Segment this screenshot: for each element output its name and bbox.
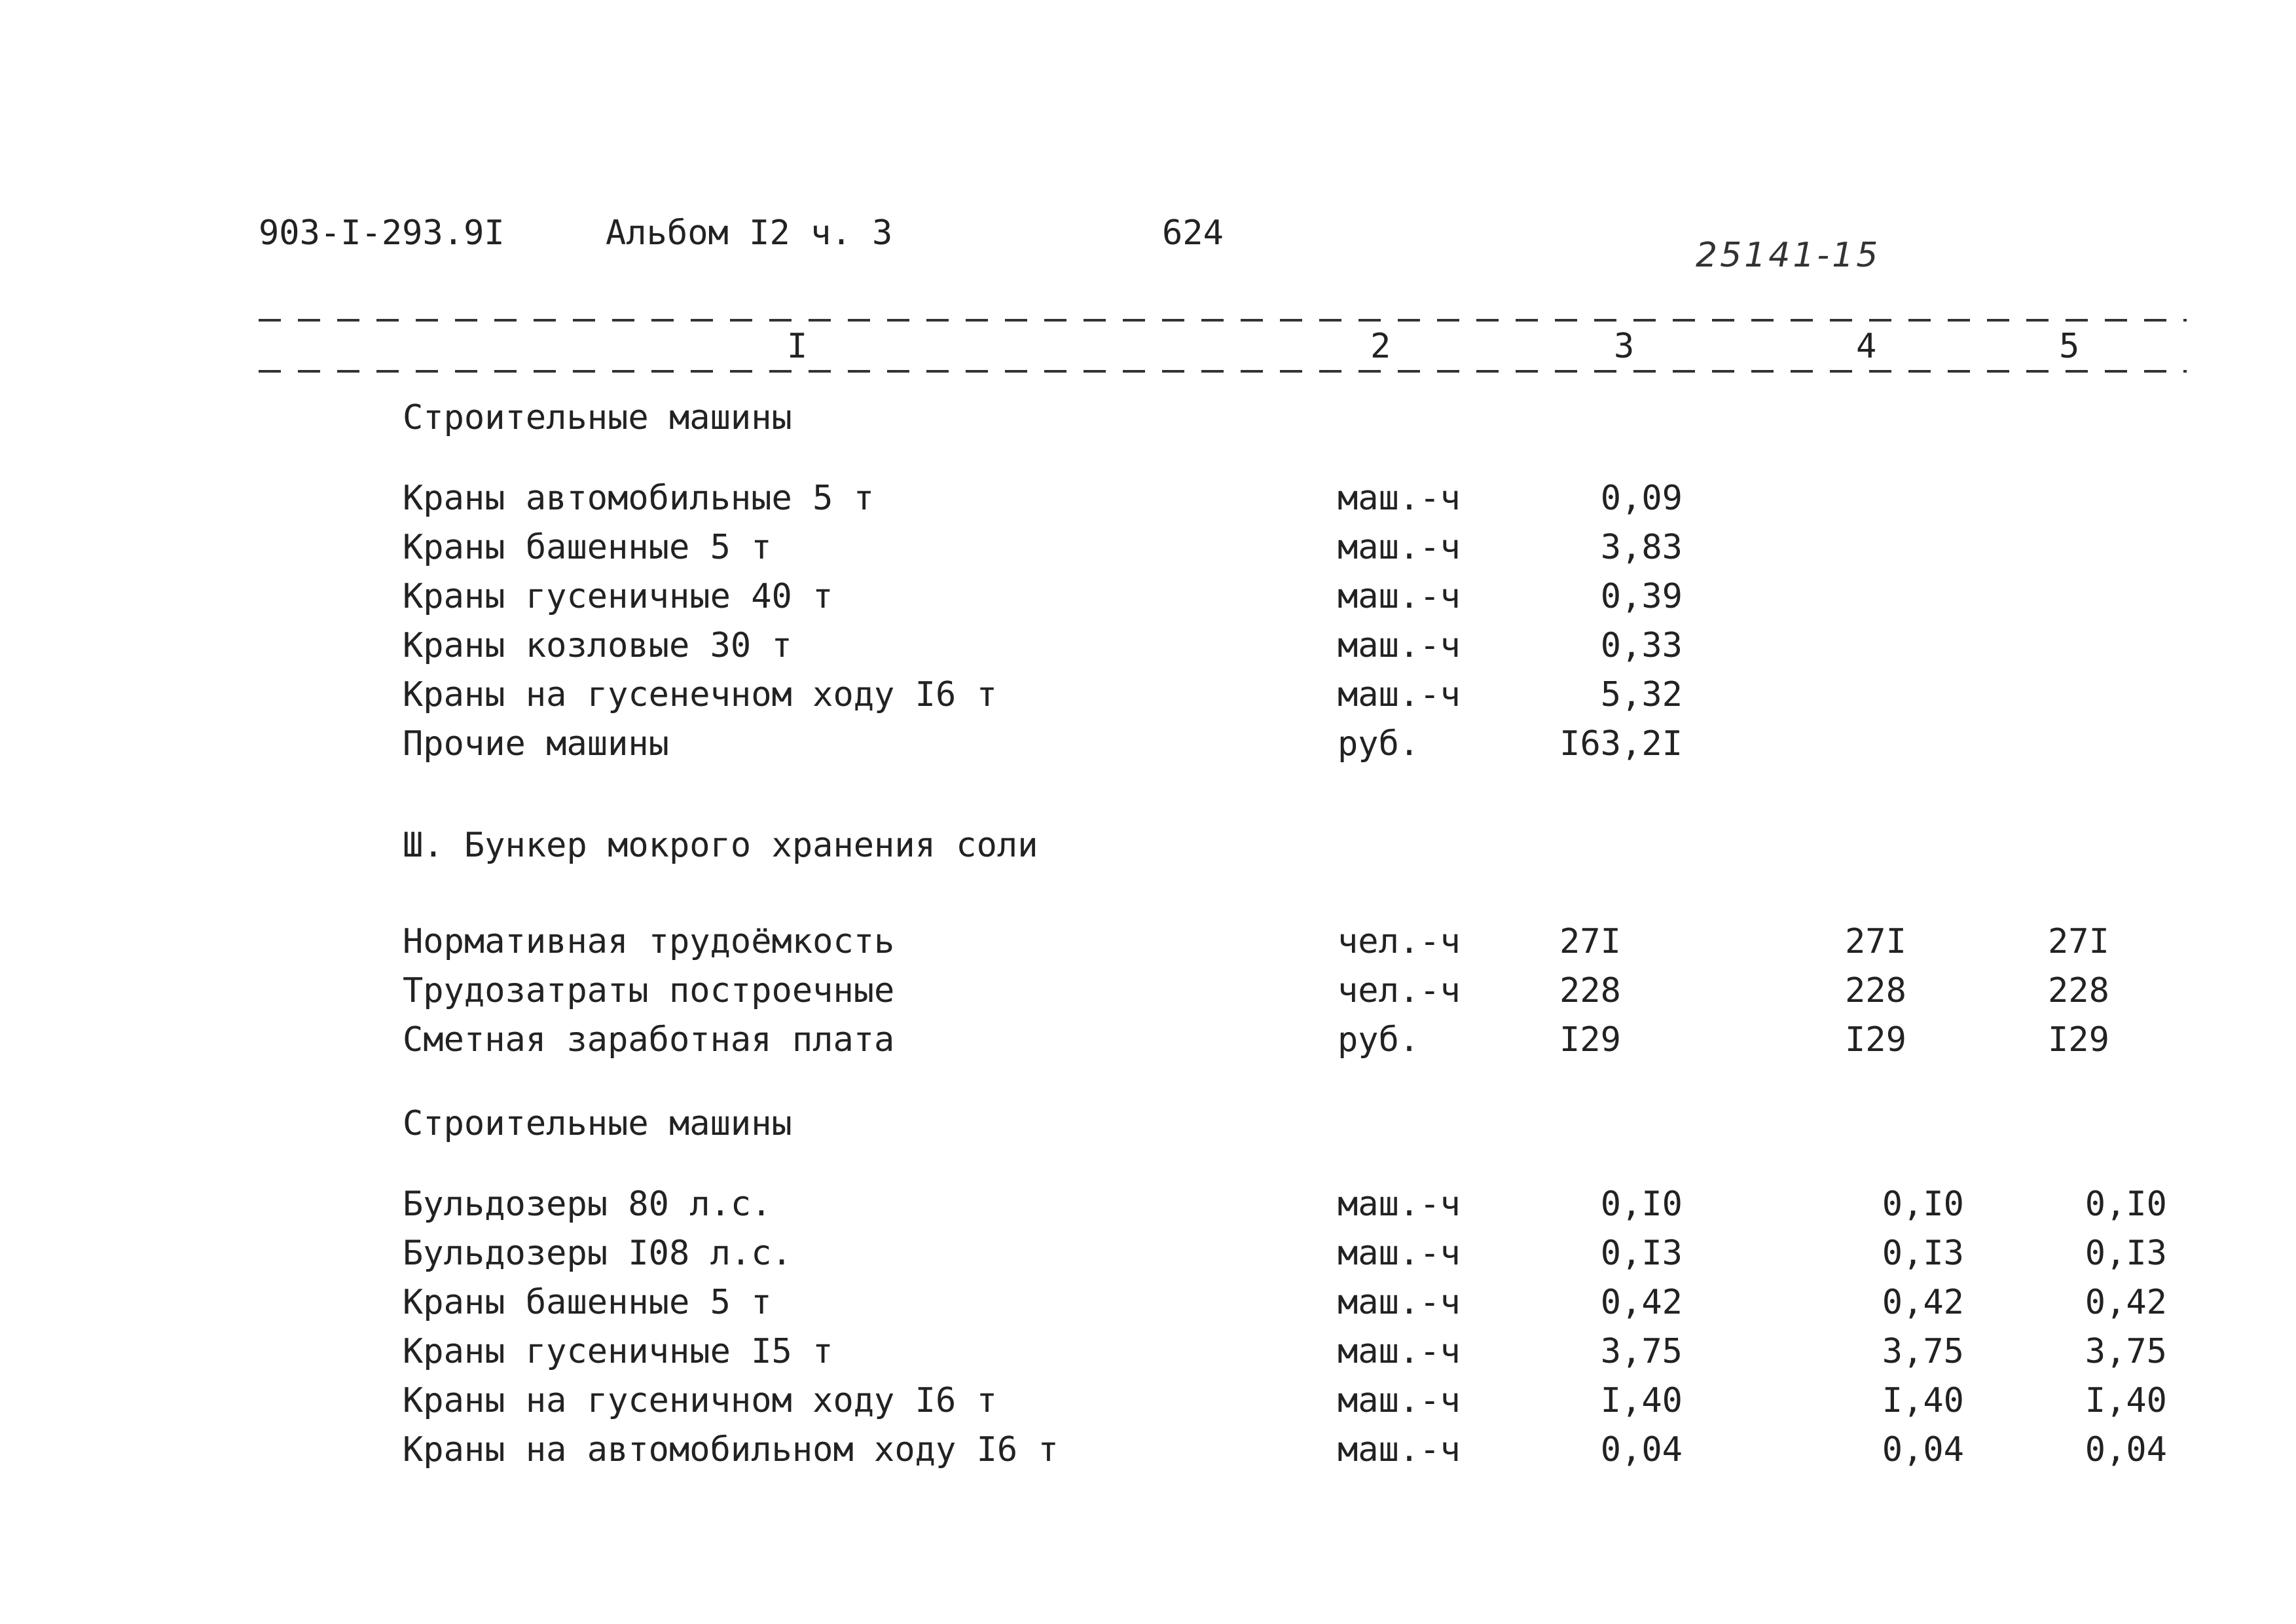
row-value-col3: 5,32 (1600, 675, 1683, 714)
column-header-2: 2 (1370, 327, 1391, 366)
row-value-col5: 0,I0 (2085, 1185, 2167, 1224)
row-value-col3: 0,42 (1600, 1283, 1683, 1322)
header-rule-top (259, 319, 2187, 322)
row-value-col4: 3,75 (1882, 1332, 1964, 1371)
column-header-1: I (787, 327, 808, 366)
row-name: Трудозатраты построечные (403, 971, 895, 1010)
header-rule-bottom (259, 370, 2187, 373)
row-value-col3: I63,2I (1559, 724, 1683, 764)
row-name: Краны на гусеничном ходу I6 т (403, 1381, 997, 1420)
row-value-col5: 0,42 (2085, 1283, 2167, 1322)
row-unit: маш.-ч (1338, 479, 1461, 518)
row-name: Краны козловые 30 т (403, 626, 792, 665)
column-header-5: 5 (2059, 327, 2080, 366)
row-unit: маш.-ч (1338, 1332, 1461, 1371)
row-name: Краны башенные 5 т (403, 1283, 772, 1322)
row-unit: маш.-ч (1338, 1381, 1461, 1420)
section-subheading: Строительные машины (403, 1104, 792, 1143)
row-name: Краны гусеничные 40 т (403, 577, 833, 616)
row-value-col3: 228 (1559, 971, 1621, 1010)
row-value-col5: 0,04 (2085, 1430, 2167, 1469)
section-heading: Ш. Бункер мокрого хранения соли (403, 826, 1038, 865)
row-value-col5: 228 (2048, 971, 2109, 1010)
row-unit: маш.-ч (1338, 1283, 1461, 1322)
row-value-col4: 228 (1845, 971, 1906, 1010)
row-value-col4: 27I (1845, 922, 1906, 961)
row-value-col5: 27I (2048, 922, 2109, 961)
row-value-col3: 0,09 (1600, 479, 1683, 518)
column-header-3: 3 (1614, 327, 1635, 366)
row-unit: маш.-ч (1338, 528, 1461, 567)
document-code: 903-I-293.9I (259, 213, 505, 253)
row-name: Краны башенные 5 т (403, 528, 772, 567)
row-unit: маш.-ч (1338, 577, 1461, 616)
row-name: Бульдозеры 80 л.с. (403, 1185, 772, 1224)
row-value-col3: 3,75 (1600, 1332, 1683, 1371)
album-label: Альбом I2 ч. 3 (606, 213, 893, 253)
row-name: Нормативная трудоёмкость (403, 922, 895, 961)
row-value-col4: 0,04 (1882, 1430, 1964, 1469)
row-unit: маш.-ч (1338, 626, 1461, 665)
row-name: Краны гусеничные I5 т (403, 1332, 833, 1371)
row-value-col3: 27I (1559, 922, 1621, 961)
row-name: Краны автомобильные 5 т (403, 479, 875, 518)
row-unit: маш.-ч (1338, 1430, 1461, 1469)
row-unit: руб. (1338, 1020, 1420, 1060)
row-name: Краны на гусенечном ходу I6 т (403, 675, 997, 714)
row-value-col3: I29 (1559, 1020, 1621, 1060)
row-unit: маш.-ч (1338, 1234, 1461, 1273)
row-value-col4: I,40 (1882, 1381, 1964, 1420)
row-unit: маш.-ч (1338, 675, 1461, 714)
row-value-col5: 3,75 (2085, 1332, 2167, 1371)
row-unit: руб. (1338, 724, 1420, 764)
row-name: Прочие машины (403, 724, 669, 764)
row-value-col3: 3,83 (1600, 528, 1683, 567)
row-value-col3: I,40 (1600, 1381, 1683, 1420)
row-value-col3: 0,33 (1600, 626, 1683, 665)
row-unit: чел.-ч (1338, 922, 1461, 961)
row-value-col4: 0,I0 (1882, 1185, 1964, 1224)
row-name: Сметная заработная плата (403, 1020, 895, 1060)
row-value-col4: 0,42 (1882, 1283, 1964, 1322)
row-value-col3: 0,04 (1600, 1430, 1683, 1469)
row-name: Бульдозеры I08 л.с. (403, 1234, 792, 1273)
row-value-col3: 0,I3 (1600, 1234, 1683, 1273)
row-unit: чел.-ч (1338, 971, 1461, 1010)
row-name: Краны на автомобильном ходу I6 т (403, 1430, 1059, 1469)
row-value-col4: I29 (1845, 1020, 1906, 1060)
row-value-col5: I,40 (2085, 1381, 2167, 1420)
handwritten-reference: 25141-15 (1696, 236, 1881, 275)
column-header-4: 4 (1856, 327, 1877, 366)
row-value-col4: 0,I3 (1882, 1234, 1964, 1273)
row-value-col3: 0,39 (1600, 577, 1683, 616)
row-value-col5: I29 (2048, 1020, 2109, 1060)
section-subheading: Строительные машины (403, 398, 792, 437)
row-value-col3: 0,I0 (1600, 1185, 1683, 1224)
row-unit: маш.-ч (1338, 1185, 1461, 1224)
page-number: 624 (1162, 213, 1224, 253)
row-value-col5: 0,I3 (2085, 1234, 2167, 1273)
